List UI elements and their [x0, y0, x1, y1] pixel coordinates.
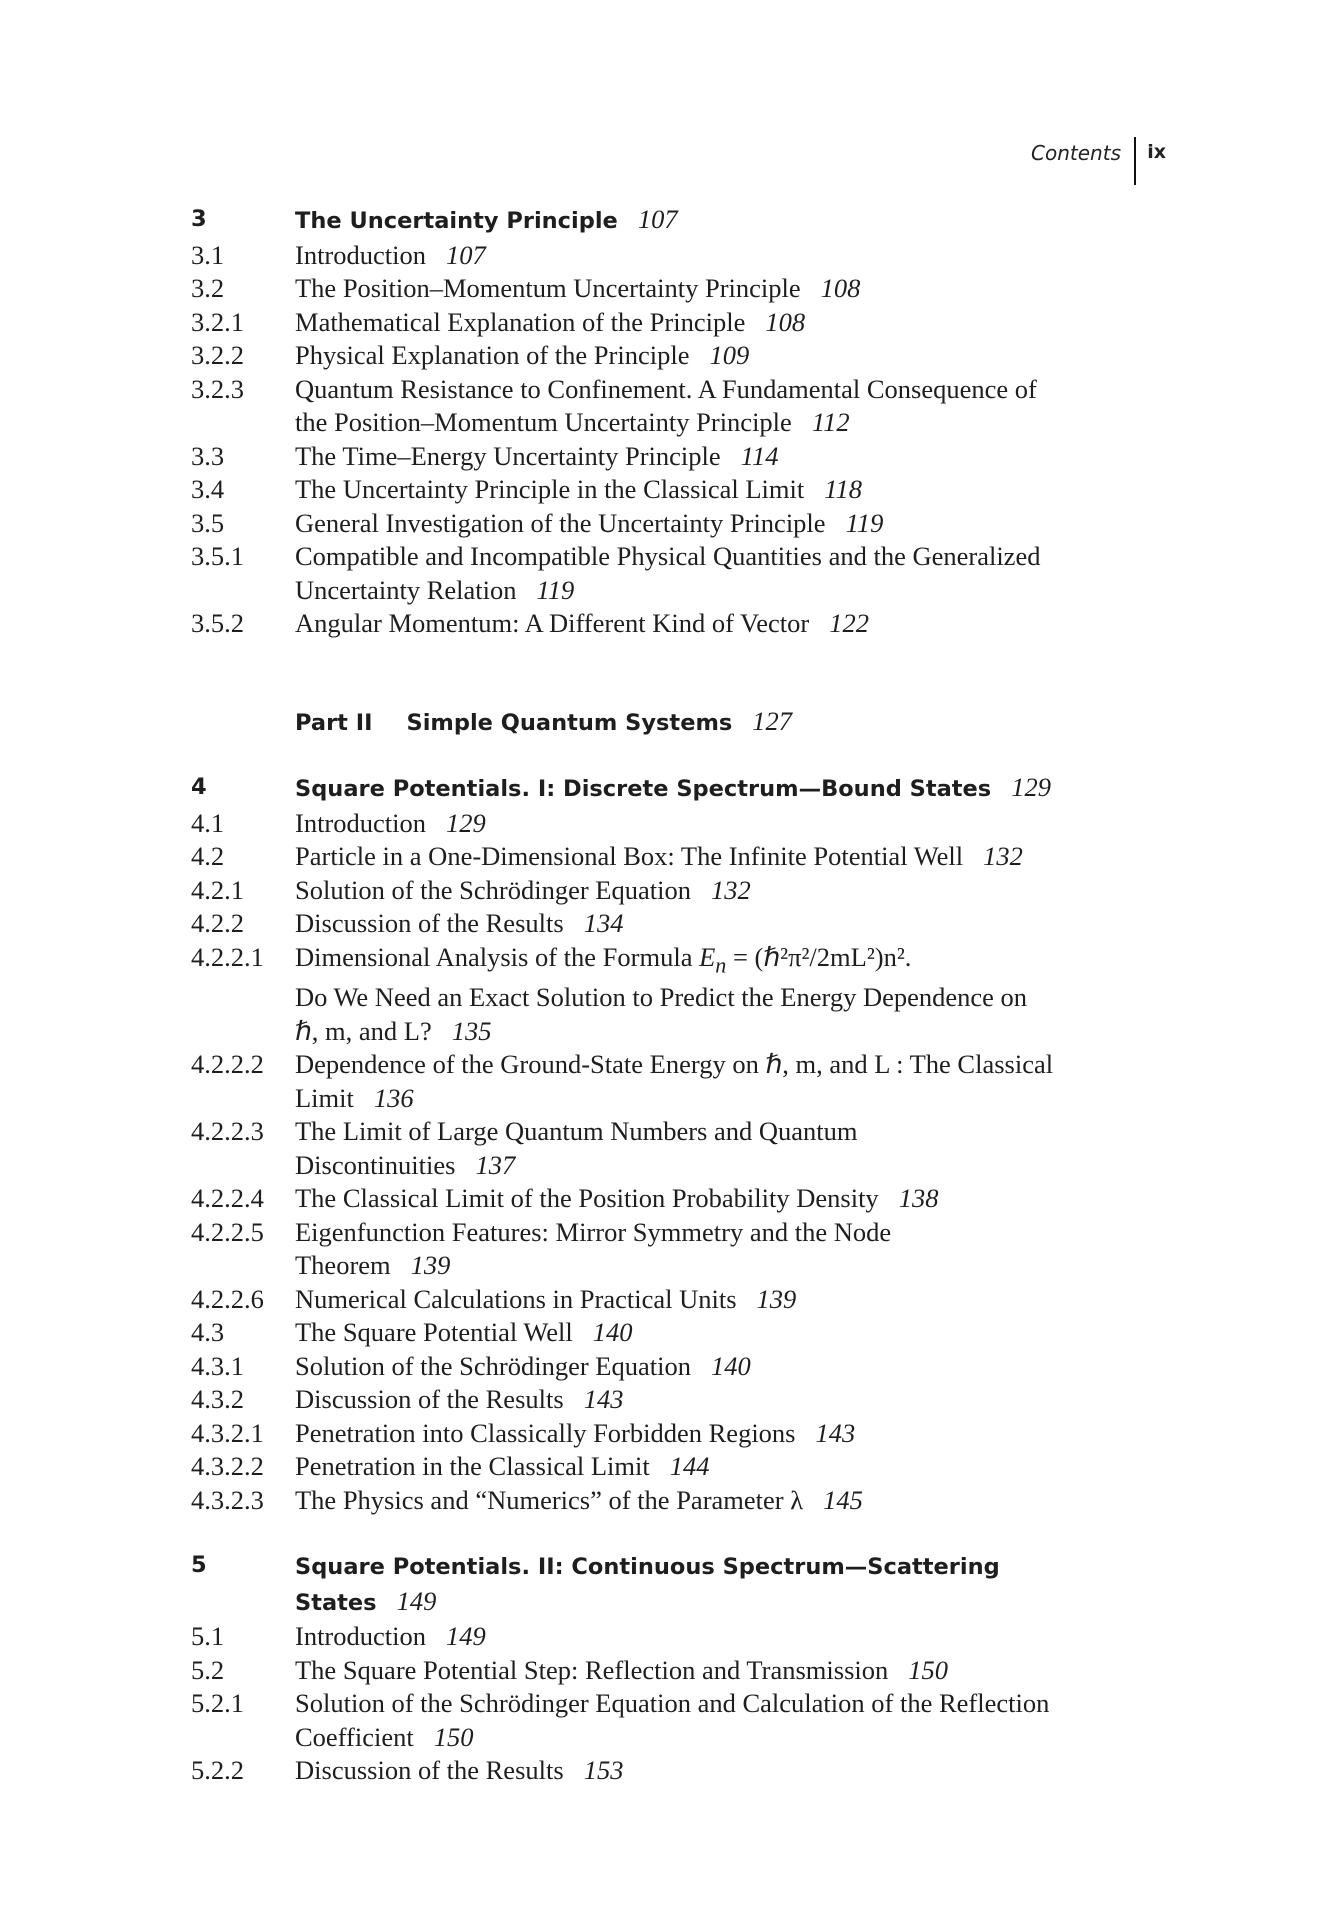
entry-page: 135 [451, 1015, 492, 1046]
running-head-section: Contents [1031, 141, 1121, 165]
entry-number: 3.5.1 [191, 541, 244, 571]
entry-number: 3.2.3 [191, 373, 244, 404]
toc-entry-3-2-3[interactable] [191, 373, 1131, 440]
entry-title: Square Potentials. I: Discrete Spectrum—Bound States [295, 776, 992, 802]
entry-page: 109 [709, 340, 750, 370]
entry-page: 139 [756, 1283, 797, 1314]
toc-entry-4-3-2-3[interactable] [191, 1484, 1131, 1518]
entry-title-line-1: Quantum Resistance to Confinement. A Fundamental Consequence of [295, 373, 1037, 404]
toc-entry-3-2-2[interactable] [191, 339, 1131, 373]
part-label: Part II [295, 709, 373, 736]
entry-page: 122 [829, 608, 869, 638]
entry-title: The Physics and “Numerics” of the Parameter λ [295, 1484, 804, 1515]
entry-number: 4.2.2.2 [191, 1049, 264, 1080]
entry-number: 4.3.2.2 [191, 1451, 264, 1482]
entry-page: 127 [752, 705, 793, 736]
toc-entry-4-2-2-2[interactable] [191, 1048, 1131, 1115]
entry-title-line-2: the Position–Momentum Uncertainty Principle [295, 407, 792, 437]
entry-number: 3.2 [191, 273, 225, 303]
entry-number: 5.2.1 [191, 1688, 244, 1719]
entry-page: 153 [583, 1755, 624, 1786]
toc-chapter-4[interactable] [191, 771, 1131, 807]
entry-page: 143 [583, 1384, 624, 1415]
entry-title-part-a: Dimensional Analysis of the Formula [295, 941, 693, 972]
entry-page: 139 [410, 1250, 451, 1281]
entry-page: 150 [908, 1654, 948, 1685]
entry-title: Introduction [295, 807, 426, 838]
entry-title-line-3: ℏ, m, and L? [295, 1015, 432, 1046]
toc-entry-3-2-1[interactable] [191, 306, 1131, 340]
entry-number: 4 [191, 774, 207, 800]
entry-number: 5 [191, 1552, 207, 1579]
entry-title: Physical Explanation of the Principle [295, 340, 690, 370]
toc-entry-4-2-2-4[interactable] [191, 1182, 1131, 1216]
entry-number: 4.2.1 [191, 874, 244, 905]
entry-page: 140 [710, 1350, 751, 1381]
entry-number: 4.2.2.6 [191, 1283, 264, 1314]
entry-title: The Position–Momentum Uncertainty Principle [295, 273, 801, 303]
entry-page: 129 [1011, 772, 1051, 802]
formula-symbol: E [699, 941, 716, 972]
entry-page: 145 [823, 1484, 863, 1515]
toc-entry-3-3[interactable] [191, 440, 1131, 474]
entry-page: 108 [765, 306, 806, 337]
entry-page: 112 [811, 407, 850, 437]
toc-part-2[interactable] [191, 705, 1131, 741]
entry-number: 4.3 [191, 1317, 225, 1348]
entry-page: 132 [983, 841, 1023, 871]
entry-page: 107 [446, 239, 486, 270]
entry-number: 3.3 [191, 440, 225, 471]
entry-title: General Investigation of the Uncertainty Principle [295, 507, 826, 538]
entry-number: 4.2.2.3 [191, 1116, 264, 1147]
page-number: ix [1147, 141, 1166, 163]
toc-entry-4-2-2-3[interactable] [191, 1115, 1131, 1182]
entry-title-line-2: Limit [295, 1082, 354, 1113]
entry-page: 137 [475, 1149, 516, 1180]
toc-entry-4-2-1[interactable] [191, 874, 1131, 908]
toc-entry-5-2-1[interactable] [191, 1687, 1131, 1754]
entry-title: Angular Momentum: A Different Kind of Vector [295, 608, 810, 638]
toc-entry-4-3-2[interactable] [191, 1383, 1131, 1417]
entry-number: 4.3.2.3 [191, 1484, 264, 1515]
entry-number: 3.2.2 [191, 340, 244, 370]
entry-title-line-2: Discontinuities [295, 1149, 456, 1180]
entry-title: The Uncertainty Principle [295, 208, 618, 234]
entry-number: 4.1 [191, 807, 225, 838]
entry-title: The Classical Limit of the Position Probability Density [295, 1183, 879, 1214]
entry-title: Introduction [295, 1621, 426, 1652]
entry-title-line-2: States [295, 1589, 377, 1616]
entry-title-line-1: Dependence of the Ground-State Energy on ℏ, m, and L : The Classical [295, 1049, 1054, 1080]
entry-title: Penetration in the Classical Limit [295, 1451, 650, 1482]
entry-title-line-1: Square Potentials. II: Continuous Spectrum—Scattering [295, 1554, 1000, 1581]
entry-number: 5.1 [191, 1621, 225, 1652]
table-of-contents [191, 203, 1131, 1788]
part-title: Simple Quantum Systems [406, 709, 733, 736]
toc-entry-5-1[interactable] [191, 1620, 1131, 1654]
entry-title: The Square Potential Step: Reflection and Transmission [295, 1654, 889, 1685]
entry-title: Discussion of the Results [295, 908, 564, 938]
entry-title: The Uncertainty Principle in the Classical Limit [295, 474, 805, 504]
entry-title: Discussion of the Results [295, 1384, 564, 1415]
toc-entry-3-4[interactable] [191, 473, 1131, 507]
toc-entry-4-3-2-1[interactable] [191, 1417, 1131, 1451]
entry-title-line-1: Eigenfunction Features: Mirror Symmetry and the Node [295, 1216, 892, 1247]
entry-page: 136 [373, 1082, 414, 1113]
entry-number: 4.2 [191, 841, 225, 871]
entry-number: 4.2.2.5 [191, 1216, 264, 1247]
entry-page: 150 [433, 1721, 474, 1752]
entry-number: 4.3.2 [191, 1384, 244, 1415]
entry-page: 132 [710, 874, 751, 905]
entry-number: 5.2 [191, 1654, 225, 1685]
entry-number: 4.2.2.4 [191, 1183, 264, 1214]
toc-entry-4-3[interactable] [191, 1316, 1131, 1350]
entry-page: 114 [740, 440, 779, 471]
entry-number: 5.2.2 [191, 1755, 244, 1786]
entry-title: Penetration into Classically Forbidden Regions [295, 1417, 796, 1448]
entry-page: 129 [446, 807, 486, 838]
formula-subscript: n [715, 951, 727, 977]
entry-title-line-2: Coefficient [295, 1721, 414, 1752]
entry-number: 4.2.2.1 [191, 941, 264, 972]
entry-number: 4.3.1 [191, 1350, 244, 1381]
toc-entry-4-1[interactable] [191, 807, 1131, 841]
toc-entry-3-5[interactable] [191, 507, 1131, 541]
toc-entry-5-2-2[interactable] [191, 1754, 1131, 1788]
entry-title: Solution of the Schrödinger Equation [295, 874, 691, 905]
entry-title: The Square Potential Well [295, 1317, 573, 1348]
entry-page: 144 [669, 1451, 710, 1482]
spacer [191, 1517, 1131, 1549]
entry-page: 118 [824, 474, 863, 504]
entry-number: 4.3.2.1 [191, 1417, 264, 1448]
entry-page: 119 [536, 574, 575, 605]
toc-entry-4-2[interactable] [191, 840, 1131, 874]
entry-page: 149 [396, 1585, 437, 1616]
entry-title: Mathematical Explanation of the Principle [295, 306, 746, 337]
entry-title-line-1: The Limit of Large Quantum Numbers and Quantum [295, 1116, 858, 1147]
toc-entry-3-5-2[interactable] [191, 607, 1131, 641]
entry-page: 149 [446, 1621, 486, 1652]
toc-entry-3-2[interactable] [191, 272, 1131, 306]
toc-entry-4-3-2-2[interactable] [191, 1450, 1131, 1484]
entry-number: 3.5.2 [191, 608, 244, 638]
entry-title-line-2: Uncertainty Relation [295, 574, 517, 605]
toc-entry-4-2-2-1[interactable] [191, 941, 1131, 1049]
toc-entry-4-2-2-5[interactable] [191, 1216, 1131, 1283]
entry-title: Discussion of the Results [295, 1755, 564, 1786]
toc-chapter-5[interactable] [191, 1549, 1131, 1620]
toc-entry-5-2[interactable] [191, 1654, 1131, 1688]
entry-page: 134 [583, 908, 624, 938]
entry-title: Numerical Calculations in Practical Units [295, 1283, 737, 1314]
spacer [191, 641, 1131, 705]
running-head-rule [1134, 137, 1136, 185]
toc-chapter-3[interactable] [191, 203, 1131, 239]
entry-number: 4.2.2 [191, 908, 244, 938]
entry-page: 107 [637, 204, 678, 234]
entry-number: 3.5 [191, 507, 225, 538]
entry-title-line-2: Do We Need an Exact Solution to Predict the Energy Dependence on [295, 982, 1028, 1013]
entry-page: 140 [592, 1317, 633, 1348]
entry-number: 3.1 [191, 239, 225, 270]
toc-entry-4-3-1[interactable] [191, 1350, 1131, 1384]
toc-entry-4-2-2[interactable] [191, 907, 1131, 941]
entry-number: 3 [191, 206, 207, 232]
spacer [191, 740, 1131, 771]
toc-entry-4-2-2-6[interactable] [191, 1283, 1131, 1317]
formula-rest: = (ℏ²π²/2mL²)n². [726, 941, 912, 972]
toc-entry-3-5-1[interactable] [191, 540, 1131, 607]
entry-title-line-1: Compatible and Incompatible Physical Quantities and the Generalized [295, 541, 1041, 571]
entry-title: Solution of the Schrödinger Equation [295, 1350, 691, 1381]
entry-page: 119 [845, 507, 884, 538]
entry-title: Particle in a One-Dimensional Box: The Infinite Potential Well [295, 841, 964, 871]
entry-page: 108 [820, 273, 861, 303]
entry-title: Introduction [295, 239, 426, 270]
entry-title-line-1: Solution of the Schrödinger Equation and Calculation of the Reflection [295, 1688, 1050, 1719]
entry-number: 3.2.1 [191, 306, 244, 337]
toc-entry-3-1[interactable] [191, 239, 1131, 273]
entry-page: 138 [898, 1183, 939, 1214]
entry-page: 143 [815, 1417, 856, 1448]
entry-title-line-2: Theorem [295, 1250, 391, 1281]
entry-title: The Time–Energy Uncertainty Principle [295, 440, 721, 471]
entry-number: 3.4 [191, 474, 225, 504]
